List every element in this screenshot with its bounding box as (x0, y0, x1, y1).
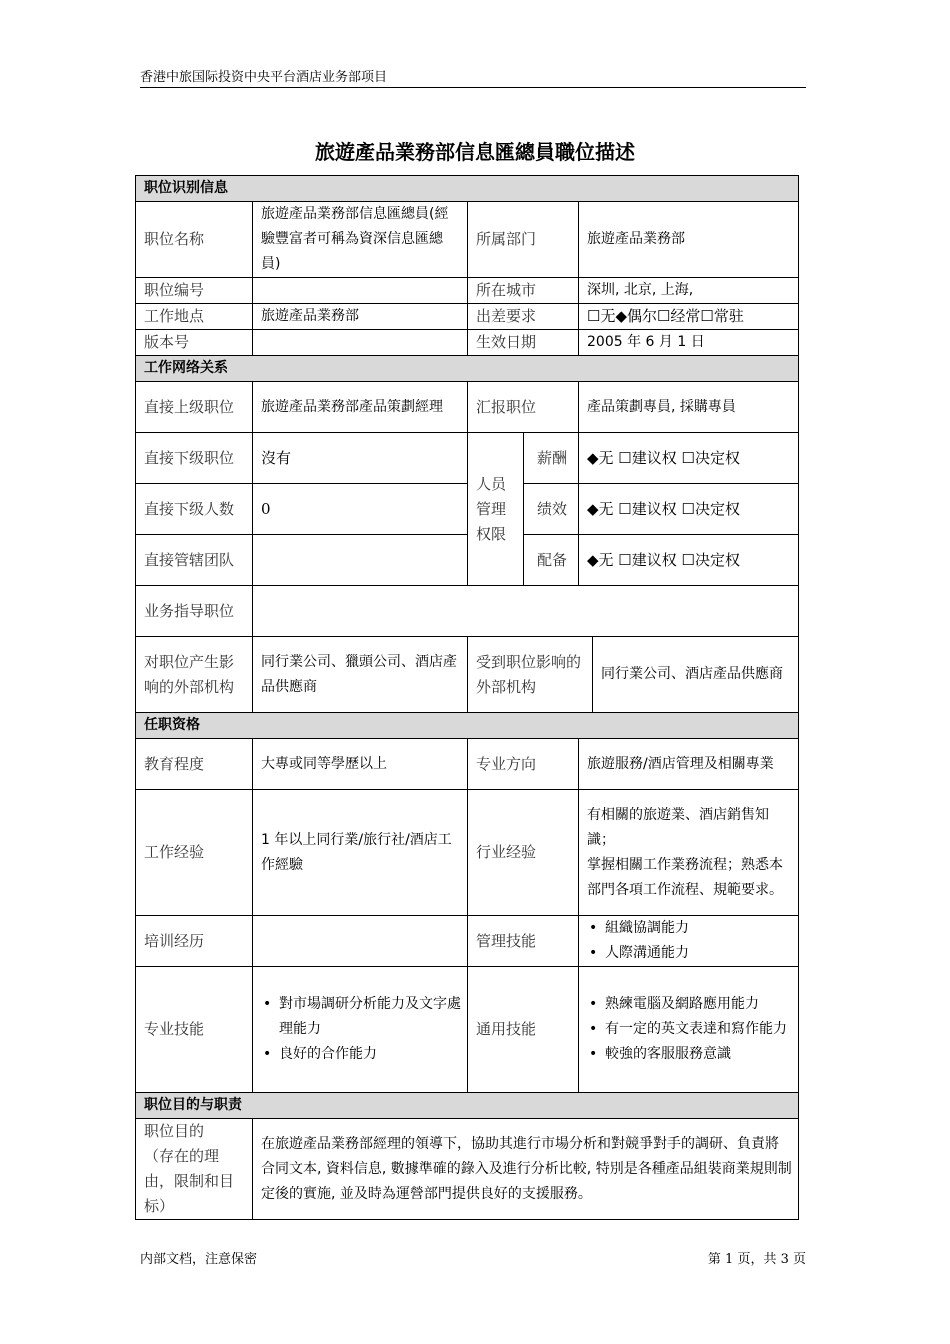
sub-count-label: 直接下级人数 (136, 484, 253, 535)
section-network: 工作网络关系 (136, 356, 799, 382)
ext-influencing-value: 同行業公司、獵頭公司、酒店產品供應商 (253, 637, 468, 713)
list-item: • 有一定的英文表達和寫作能力 (601, 1017, 792, 1042)
ext-influenced-value: 同行業公司、酒店產品供應商 (593, 637, 799, 713)
experience-label: 工作经验 (136, 790, 253, 916)
performance-value: ◆无 ☐建议权 ☐决定权 (579, 484, 799, 535)
staffing-label: 配备 (524, 535, 579, 586)
list-item: • 組織協調能力 (601, 916, 792, 941)
position-no-label: 职位编号 (136, 278, 253, 304)
location-value: 旅遊產品業務部 (253, 304, 468, 330)
list-item: • 良好的合作能力 (275, 1042, 461, 1067)
list-item: • 較強的客服服務意識 (601, 1042, 792, 1067)
subordinate-value: 沒有 (253, 433, 468, 484)
section-identity: 职位识别信息 (136, 176, 799, 202)
list-item: • 人際溝通能力 (601, 941, 792, 966)
report-value: 產品策劃專員, 採購專員 (579, 382, 799, 433)
section-qualification: 任职资格 (136, 713, 799, 739)
superior-value: 旅遊產品業務部產品策劃經理 (253, 382, 468, 433)
city-label: 所在城市 (468, 278, 579, 304)
department-value: 旅遊產品業務部 (579, 202, 799, 278)
purpose-label: 职位目的 （存在的理由，限制和目标） (136, 1119, 253, 1220)
position-no-value (253, 278, 468, 304)
version-label: 版本号 (136, 330, 253, 356)
list-item: • 對市場調研分析能力及文字處理能力 (275, 992, 461, 1042)
location-label: 工作地点 (136, 304, 253, 330)
education-value: 大專或同等學歷以上 (253, 739, 468, 790)
salary-value: ◆无 ☐建议权 ☐决定权 (579, 433, 799, 484)
travel-value: ☐无◆偶尔☐经常☐常驻 (579, 304, 799, 330)
general-skills-label: 通用技能 (468, 967, 579, 1093)
city-value: 深圳, 北京, 上海, (579, 278, 799, 304)
ext-influencing-label: 对职位产生影响的外部机构 (136, 637, 253, 713)
superior-label: 直接上级职位 (136, 382, 253, 433)
version-value (253, 330, 468, 356)
sub-count-value: 0 (253, 484, 468, 535)
footer-page-number: 第 1 页，共 3 页 (707, 1252, 806, 1267)
team-label: 直接管辖团队 (136, 535, 253, 586)
list-item: • 熟練電腦及網路應用能力 (601, 992, 792, 1017)
position-name-label: 职位名称 (136, 202, 253, 278)
section-purpose: 职位目的与职责 (136, 1093, 799, 1119)
effective-date-label: 生效日期 (468, 330, 579, 356)
education-label: 教育程度 (136, 739, 253, 790)
hr-authority-label: 人员管理权限 (468, 433, 524, 586)
mgmt-skills-value (579, 916, 799, 967)
salary-label: 薪酬 (524, 433, 579, 484)
footer-confidential: 内部文档，注意保密 (140, 1252, 258, 1267)
purpose-text: 在旅遊產品業務部經理的領導下，協助其進行市場分析和對競爭對手的調研、負責將合同文本, 資料信息, 數據準確的錄入及進行分析比較, 特別是各種產品組裝商業規則制定後的實施, 並及時為運營部門提供良好的支援服務。 (253, 1119, 799, 1220)
effective-date-value: 2005 年 6 月 1 日 (579, 330, 799, 356)
performance-label: 绩效 (524, 484, 579, 535)
page-title: 旅遊產品業務部信息匯總員職位描述 (315, 140, 635, 164)
training-label: 培训经历 (136, 916, 253, 967)
ext-influenced-label: 受到职位影响的外部机构 (468, 637, 593, 713)
training-value (253, 916, 468, 967)
travel-label: 出差要求 (468, 304, 579, 330)
subordinate-label: 直接下级职位 (136, 433, 253, 484)
major-value: 旅遊服務/酒店管理及相關專業 (579, 739, 799, 790)
guidance-label: 业务指导职位 (136, 586, 253, 637)
prof-skills-value (253, 967, 468, 1093)
industry-label: 行业经验 (468, 790, 579, 916)
team-value (253, 535, 468, 586)
report-label: 汇报职位 (468, 382, 579, 433)
experience-value: 1 年以上同行業/旅行社/酒店工作經驗 (253, 790, 468, 916)
staffing-value: ◆无 ☐建议权 ☐决定权 (579, 535, 799, 586)
guidance-value (253, 586, 799, 637)
job-description-table (135, 175, 799, 1220)
mgmt-skills-label: 管理技能 (468, 916, 579, 967)
general-skills-value (579, 967, 799, 1093)
industry-value: 有相關的旅遊業、酒店銷售知識； 掌握相關工作業務流程；熟悉本部門各項工作流程、規範要求。 (579, 790, 799, 916)
department-label: 所属部门 (468, 202, 579, 278)
page-header: 香港中旅国际投资中央平台酒店业务部项目 (140, 66, 806, 88)
prof-skills-label: 专业技能 (136, 967, 253, 1093)
major-label: 专业方向 (468, 739, 579, 790)
position-name-value: 旅遊產品業務部信息匯總員(經驗豐富者可稱為資深信息匯總員) (253, 202, 468, 278)
